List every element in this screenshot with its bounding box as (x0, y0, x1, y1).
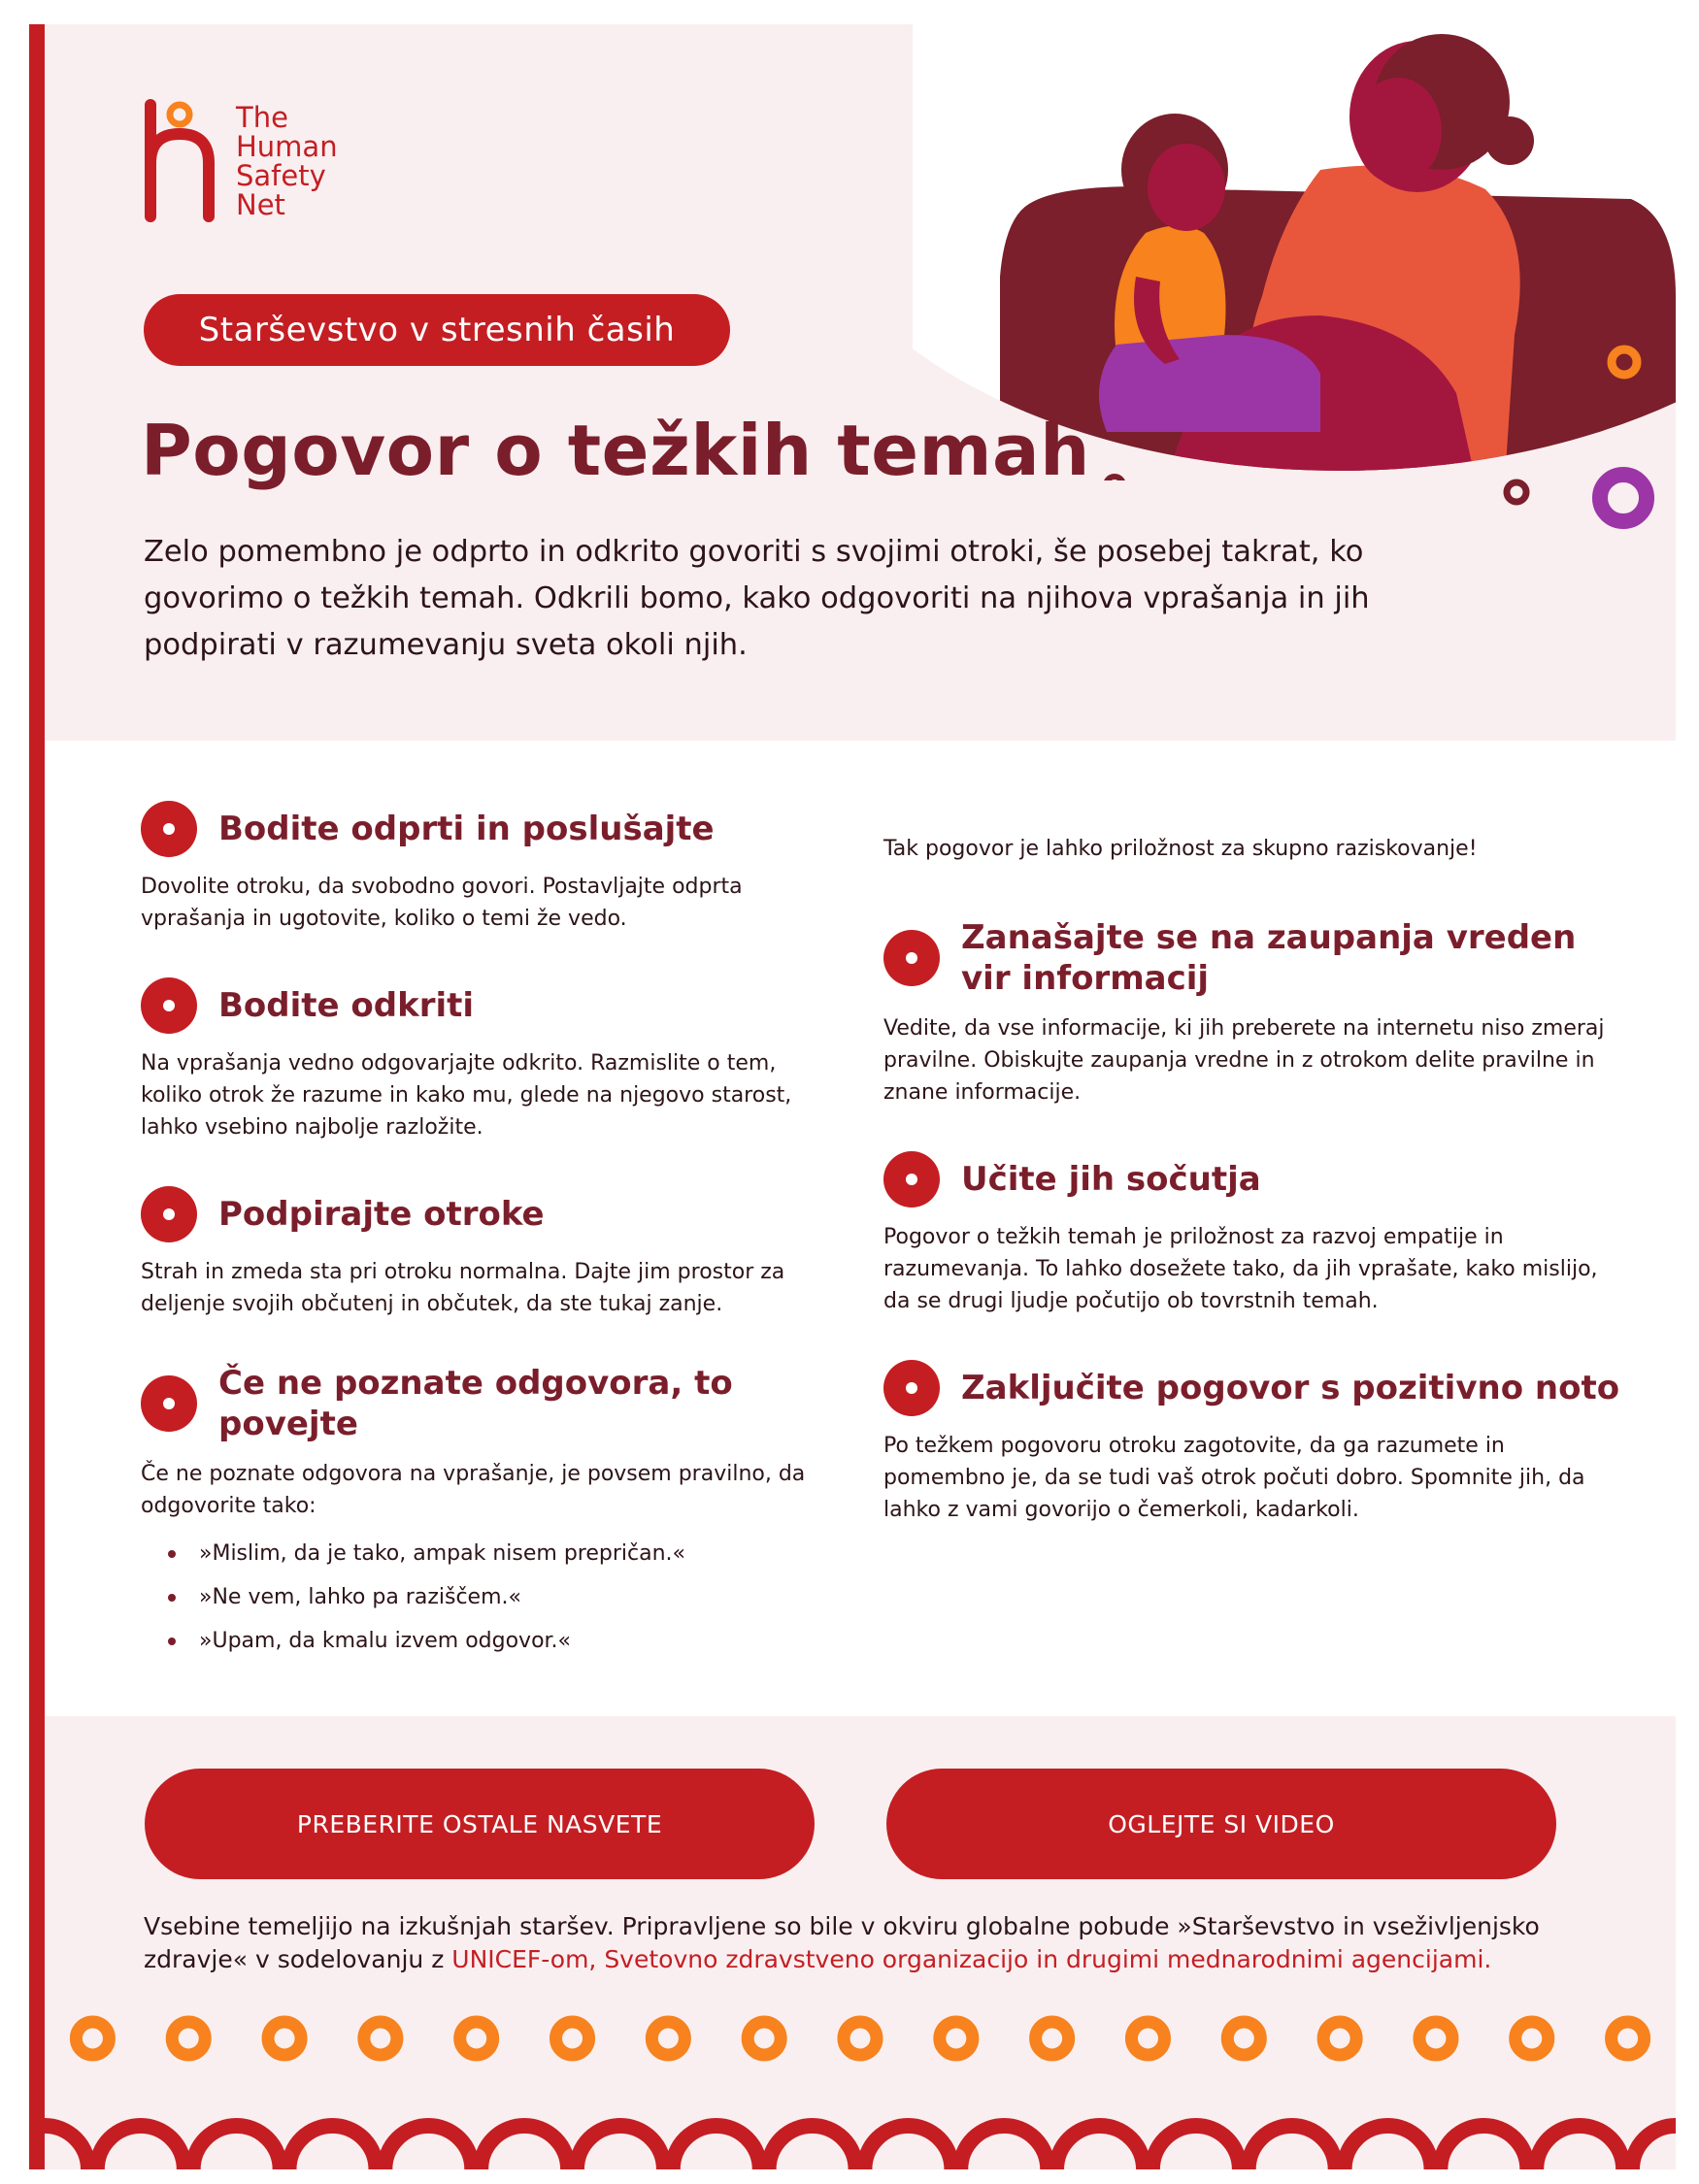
tip-title: Učite jih sočutja (961, 1160, 1261, 1199)
tip-title: Bodite odprti in poslušajte (218, 810, 715, 848)
bullet-dot-icon (883, 1360, 940, 1416)
bullet-dot-icon (141, 1375, 197, 1432)
ring-decoration (1612, 2022, 1645, 2055)
arch-decoration (97, 2126, 184, 2169)
arch-decoration (1056, 2126, 1144, 2169)
arch-decoration (769, 2126, 856, 2169)
arch-decoration (193, 2126, 281, 2169)
arch-decoration (960, 2126, 1048, 2169)
tip-title: Zanašajte se na zaupanja vreden vir informacij (961, 918, 1577, 998)
list-item: »Upam, da kmalu izvem odgovor.« (141, 1625, 840, 1657)
bullet-dot-icon (141, 977, 197, 1034)
ring-decoration (556, 2022, 589, 2055)
left-column (141, 801, 840, 1700)
arch-decoration (1249, 2126, 1336, 2169)
bullet-dot-icon (883, 1151, 940, 1208)
bullet-dot-icon (883, 930, 940, 986)
tip-body: Če ne poznate odgovora na vprašanje, je povsem pravilno, da odgovorite tako: (141, 1462, 806, 1518)
right-lead-text: Tak pogovor je lahko priložnost za skupno raziskovanje! (883, 837, 1478, 861)
arch-decoration (673, 2126, 760, 2169)
ring-decoration-group (1485, 461, 1680, 548)
ring-decoration (748, 2022, 781, 2055)
tip-section (883, 1151, 1621, 1317)
tip-body: Dovolite otroku, da svobodno govori. Postavljajte odprta vprašanja in ugotovite, koliko o temi že vedo. (141, 875, 743, 931)
logo-line: Safety (236, 159, 326, 192)
tip-title: Zaključite pogovor s pozitivno noto (961, 1369, 1620, 1407)
ring-decoration (172, 2022, 205, 2055)
tip-section (883, 1360, 1621, 1526)
logo-line: Human (236, 130, 338, 163)
bullet-dot-icon (141, 801, 197, 857)
ring-decoration (1323, 2022, 1356, 2055)
list-item: »Ne vem, lahko pa raziščem.« (141, 1581, 840, 1613)
example-answers-list (141, 1538, 840, 1657)
tip-title: Če ne poznate odgovora, to povejte (218, 1364, 733, 1443)
tip-section (883, 917, 1621, 1109)
tip-section (141, 801, 840, 935)
ring-decoration (940, 2022, 973, 2055)
ring-decoration (844, 2022, 877, 2055)
ring-decoration (1227, 2022, 1260, 2055)
tip-body: Po težkem pogovoru otroku zagotovite, da ga razumete in pomembno je, da se tudi vaš otrok počuti dobro. Spomnite jih, da lahko z vami govorijo o čemerkoli, kadarkoli. (883, 1434, 1585, 1522)
ring-decoration (1600, 475, 1647, 521)
logo-line: The (236, 101, 288, 134)
footer-credits (144, 1910, 1600, 1976)
logo-wordmark (236, 103, 338, 219)
ring-decoration (1036, 2022, 1069, 2055)
tip-section (141, 977, 840, 1143)
ring-decoration (1507, 482, 1526, 502)
tip-title: Bodite odkriti (218, 986, 475, 1025)
list-item: »Mislim, da je tako, ampak nisem prepričan.« (141, 1538, 840, 1570)
decorative-arches-row (45, 2014, 1676, 2169)
arch-decoration (1440, 2126, 1527, 2169)
right-column (883, 833, 1621, 1569)
intro-paragraph: Zelo pomembno je odprto in odkrito govoriti s svojimi otroki, še posebej takrat, ko govorimo o težkih temah. Odkrili bomo, kako odgovoriti na njihova vprašanja in jih podpirati v razumevanju sveta okoli njih. (144, 535, 1370, 662)
logo-h-icon (141, 95, 228, 231)
ring-decoration (364, 2022, 397, 2055)
logo[interactable] (141, 95, 374, 231)
arch-decoration (384, 2126, 472, 2169)
left-accent-bar (29, 24, 45, 2169)
page-title: Pogovor o težkih temah (141, 410, 1090, 491)
topic-pill: Starševstvo v stresnih časih (144, 294, 730, 366)
arch-decoration (577, 2126, 664, 2169)
arch-decoration (288, 2126, 376, 2169)
ring-decoration (268, 2022, 301, 2055)
logo-line: Net (236, 188, 285, 221)
ring-decoration (76, 2022, 109, 2055)
arch-decoration (864, 2126, 951, 2169)
tip-body: Vedite, da vse informacije, ki jih preberete na internetu niso zmeraj pravilne. Obiskujte zaupanja vredne in z otrokom delite pravilne in znane informacije. (883, 1016, 1605, 1105)
arch-decoration (1632, 2126, 1676, 2169)
ring-decoration (1106, 477, 1123, 480)
tip-body: Strah in zmeda sta pri otroku normalna. Dajte jim prostor za deljenje svojih občutenj in občutek, da ste tukaj zanje. (141, 1260, 785, 1316)
bullet-dot-icon (141, 1186, 197, 1242)
ring-decoration (1419, 2022, 1452, 2055)
ring-decoration (460, 2022, 493, 2055)
arch-decoration (481, 2126, 568, 2169)
more-tips-button[interactable]: PREBERITE OSTALE NASVETE (145, 1769, 815, 1879)
tip-section (141, 1363, 840, 1657)
ring-decoration (651, 2022, 684, 2055)
tip-body: Na vprašanja vedno odgovarjajte odkrito. Razmislite o tem, koliko otrok že razume in kako mu, glede na njegovo starost, lahko vsebino najbolje razložite. (141, 1051, 792, 1140)
ring-decoration (1516, 2022, 1549, 2055)
arch-decoration (45, 2126, 88, 2169)
ring-decoration (1131, 2022, 1164, 2055)
arch-decoration (1536, 2126, 1623, 2169)
watch-video-button[interactable]: OGLEJTE SI VIDEO (886, 1769, 1556, 1879)
arch-decoration (1345, 2126, 1432, 2169)
tip-section (141, 1186, 840, 1320)
footer-link[interactable]: UNICEF-om, Svetovno zdravstveno organizacijo in drugimi mednarodnimi agencijami. (451, 1945, 1492, 1973)
footer-text-plain: Vsebine temeljijo na izkušnjah staršev. Pripravljene so bile v okviru globalne pobude »Starševstvo in vseživljenjsko zdravje« v sodelovanju z (144, 1912, 1540, 1973)
arch-decoration (1152, 2126, 1240, 2169)
tip-body: Pogovor o težkih temah je priložnost za razvoj empatije in razumevanja. To lahko dosežete tako, da jih vprašate, kako mislijo, da se drugi ljudje počutijo ob tovrstnih temah. (883, 1225, 1598, 1313)
tip-title: Podpirajte otroke (218, 1195, 545, 1234)
